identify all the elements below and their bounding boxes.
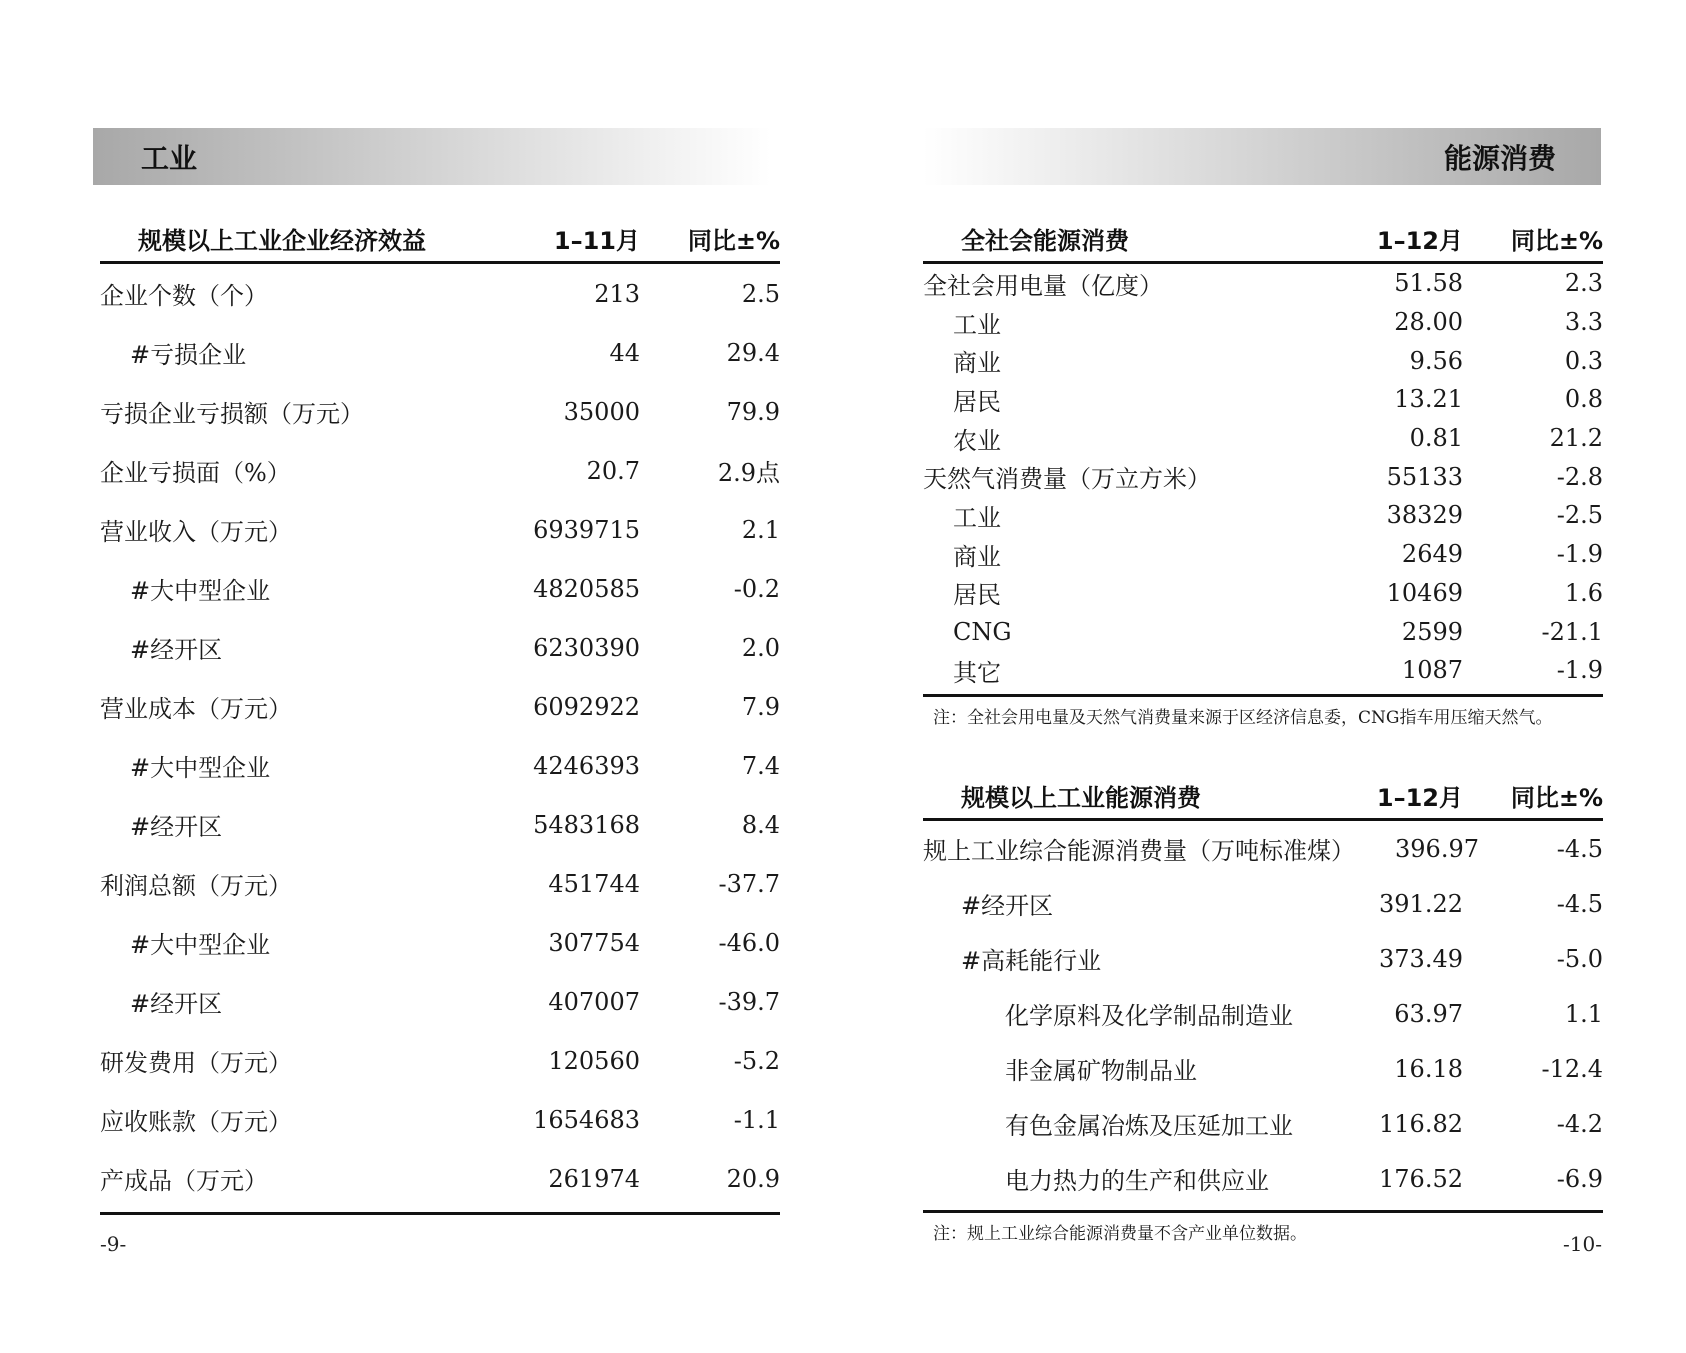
row-change: -4.5 bbox=[1556, 889, 1603, 918]
row-label: 电力热力的生产和供应业 bbox=[1005, 1167, 1269, 1195]
row-value: 5483168 bbox=[533, 810, 640, 839]
row-label: #经开区 bbox=[130, 813, 223, 841]
row-label: 营业成本（万元） bbox=[100, 695, 292, 723]
row-change: 7.4 bbox=[741, 751, 780, 780]
row-value: 38329 bbox=[1386, 501, 1463, 530]
row-value: 2599 bbox=[1401, 617, 1463, 646]
section-title: 工业 bbox=[141, 141, 198, 175]
row-label: 居民 bbox=[953, 387, 1001, 416]
table-row bbox=[100, 1149, 780, 1208]
row-label: #经开区 bbox=[130, 990, 223, 1018]
row-value: 51.58 bbox=[1394, 269, 1463, 298]
row-label: 商业 bbox=[953, 542, 1001, 571]
row-value: 6092922 bbox=[533, 692, 640, 721]
row-value: 6939715 bbox=[533, 515, 640, 544]
table-row bbox=[923, 1041, 1603, 1096]
row-change: 2.5 bbox=[741, 279, 780, 308]
row-label: 工业 bbox=[953, 503, 1001, 532]
change-header: 同比±% bbox=[687, 226, 780, 255]
table-row bbox=[100, 854, 780, 913]
row-label: #经开区 bbox=[961, 892, 1054, 920]
table-row bbox=[923, 986, 1603, 1041]
row-value: 307754 bbox=[548, 928, 640, 957]
row-label: CNG bbox=[953, 617, 1012, 646]
row-value: 55133 bbox=[1386, 462, 1463, 491]
table-row bbox=[100, 1090, 780, 1149]
row-value: 0.81 bbox=[1409, 424, 1463, 453]
row-label: 企业亏损面（%） bbox=[100, 459, 291, 487]
row-value: 20.7 bbox=[586, 456, 640, 485]
industry-efficiency-table bbox=[100, 215, 780, 1215]
table-row bbox=[100, 441, 780, 500]
table-row bbox=[923, 1151, 1603, 1206]
row-label: 研发费用（万元） bbox=[100, 1049, 292, 1077]
row-value: 407007 bbox=[548, 987, 640, 1016]
row-value: 373.49 bbox=[1379, 944, 1463, 973]
row-value: 1654683 bbox=[533, 1105, 640, 1134]
row-change: -2.5 bbox=[1556, 501, 1603, 530]
row-change: 0.3 bbox=[1564, 346, 1603, 375]
row-value: 63.97 bbox=[1394, 999, 1463, 1028]
row-value: 9.56 bbox=[1409, 346, 1463, 375]
row-label: 企业个数（个） bbox=[100, 282, 268, 310]
row-label: 营业收入（万元） bbox=[100, 518, 292, 546]
row-label: 规上工业综合能源消费量（万吨标准煤） bbox=[923, 837, 1355, 865]
row-change: -46.0 bbox=[718, 928, 780, 957]
table-row bbox=[100, 264, 780, 323]
table-title: 全社会能源消费 bbox=[961, 226, 1129, 255]
table-row bbox=[923, 821, 1603, 876]
row-change: 20.9 bbox=[726, 1164, 780, 1193]
row-change: 3.3 bbox=[1564, 308, 1603, 337]
row-label: 农业 bbox=[953, 426, 1001, 455]
table-row bbox=[100, 677, 780, 736]
table-row bbox=[100, 972, 780, 1031]
table-header bbox=[923, 772, 1603, 821]
row-label: #大中型企业 bbox=[130, 577, 271, 605]
table-row bbox=[923, 931, 1603, 986]
row-change: -5.2 bbox=[733, 1046, 780, 1075]
row-value: 391.22 bbox=[1379, 889, 1463, 918]
row-label: 有色金属冶炼及压延加工业 bbox=[1005, 1112, 1293, 1140]
table-row bbox=[923, 574, 1603, 613]
table-row bbox=[923, 1096, 1603, 1151]
table-row bbox=[100, 323, 780, 382]
period-header: 1–12月 bbox=[1376, 783, 1463, 812]
row-value: 176.52 bbox=[1379, 1164, 1463, 1193]
row-label: 应收账款（万元） bbox=[100, 1108, 292, 1136]
row-label: #大中型企业 bbox=[130, 931, 271, 959]
row-change: -4.2 bbox=[1556, 1109, 1603, 1138]
change-header: 同比±% bbox=[1510, 783, 1603, 812]
row-label: 亏损企业亏损额（万元） bbox=[100, 400, 364, 428]
row-value: 28.00 bbox=[1394, 308, 1463, 337]
row-value: 4820585 bbox=[533, 574, 640, 603]
row-change: 2.9点 bbox=[717, 459, 780, 487]
table-title: 规模以上工业企业经济效益 bbox=[138, 226, 426, 255]
row-change: 2.0 bbox=[741, 633, 780, 662]
row-label: #亏损企业 bbox=[130, 341, 247, 369]
row-change: 1.1 bbox=[1564, 999, 1603, 1028]
table-row bbox=[100, 500, 780, 559]
row-change: 7.9 bbox=[741, 692, 780, 721]
row-change: 29.4 bbox=[726, 338, 780, 367]
row-value: 16.18 bbox=[1394, 1054, 1463, 1083]
table-note: 注：全社会用电量及天然气消费量来源于区经济信息委，CNG指车用压缩天然气。 bbox=[933, 707, 1553, 728]
row-change: -1.9 bbox=[1556, 540, 1603, 569]
row-label: #高耗能行业 bbox=[961, 947, 1102, 975]
row-value: 35000 bbox=[563, 397, 640, 426]
change-header: 同比±% bbox=[1510, 226, 1603, 255]
row-value: 44 bbox=[609, 338, 640, 367]
table-body bbox=[923, 821, 1603, 1206]
row-change: -39.7 bbox=[718, 987, 780, 1016]
table-row bbox=[923, 341, 1603, 380]
row-value: 396.97 bbox=[1395, 834, 1479, 863]
row-change: -37.7 bbox=[718, 869, 780, 898]
row-label: 其它 bbox=[953, 658, 1001, 687]
energy-consumption-table bbox=[923, 215, 1603, 728]
row-label: 居民 bbox=[953, 581, 1001, 610]
row-change: -1.9 bbox=[1556, 656, 1603, 685]
row-label: 利润总额（万元） bbox=[100, 872, 292, 900]
table-row bbox=[100, 559, 780, 618]
section-banner-energy bbox=[923, 128, 1601, 185]
section-title: 能源消费 bbox=[1443, 141, 1556, 175]
row-label: 化学原料及化学制品制造业 bbox=[1005, 1002, 1293, 1030]
table-row bbox=[923, 612, 1603, 651]
row-change: 1.6 bbox=[1564, 578, 1603, 607]
row-label: #经开区 bbox=[130, 636, 223, 664]
row-value: 120560 bbox=[548, 1046, 640, 1075]
row-label: 非金属矿物制品业 bbox=[1005, 1057, 1197, 1085]
row-value: 6230390 bbox=[533, 633, 640, 662]
table-row bbox=[923, 651, 1603, 690]
row-value: 10469 bbox=[1386, 578, 1463, 607]
row-change: 8.4 bbox=[741, 810, 780, 839]
table-row bbox=[100, 736, 780, 795]
row-change: -5.0 bbox=[1556, 944, 1603, 973]
row-change: 21.2 bbox=[1549, 424, 1603, 453]
table-header bbox=[923, 215, 1603, 264]
table-bottom-rule bbox=[923, 1210, 1603, 1213]
table-row bbox=[923, 303, 1603, 342]
row-label: 商业 bbox=[953, 349, 1001, 378]
table-row bbox=[923, 419, 1603, 458]
row-label: 工业 bbox=[953, 310, 1001, 339]
table-row bbox=[923, 380, 1603, 419]
row-label: 全社会用电量（亿度） bbox=[923, 271, 1163, 300]
right-page bbox=[843, 0, 1686, 1353]
table-title: 规模以上工业能源消费 bbox=[961, 783, 1201, 812]
table-body bbox=[923, 264, 1603, 690]
row-change: -2.8 bbox=[1556, 462, 1603, 491]
period-header: 1–12月 bbox=[1376, 226, 1463, 255]
row-value: 1087 bbox=[1401, 656, 1463, 685]
row-value: 451744 bbox=[548, 869, 640, 898]
table-row bbox=[100, 913, 780, 972]
table-header bbox=[100, 215, 780, 264]
table-row bbox=[923, 264, 1603, 303]
row-value: 116.82 bbox=[1379, 1109, 1463, 1138]
table-bottom-rule bbox=[100, 1212, 780, 1215]
row-label: #大中型企业 bbox=[130, 754, 271, 782]
row-change: 2.3 bbox=[1564, 269, 1603, 298]
row-change: -12.4 bbox=[1541, 1054, 1603, 1083]
table-note: 注：规上工业综合能源消费量不含产业单位数据。 bbox=[933, 1224, 1307, 1244]
row-change: -6.9 bbox=[1556, 1164, 1603, 1193]
table-row bbox=[100, 618, 780, 677]
table-row bbox=[923, 496, 1603, 535]
table-bottom-rule bbox=[923, 694, 1603, 697]
row-change: -4.5 bbox=[1556, 834, 1603, 863]
page-number: -9- bbox=[100, 1232, 127, 1256]
table-row bbox=[100, 382, 780, 441]
row-change: 0.8 bbox=[1564, 385, 1603, 414]
table-row bbox=[923, 876, 1603, 931]
industrial-energy-table bbox=[923, 772, 1603, 1244]
row-change: -0.2 bbox=[733, 574, 780, 603]
row-value: 261974 bbox=[548, 1164, 640, 1193]
row-value: 4246393 bbox=[533, 751, 640, 780]
row-change: 2.1 bbox=[741, 515, 780, 544]
table-row bbox=[100, 795, 780, 854]
period-header: 1–11月 bbox=[553, 226, 640, 255]
row-change: -1.1 bbox=[733, 1105, 780, 1134]
table-body bbox=[100, 264, 780, 1208]
row-label: 产成品（万元） bbox=[100, 1167, 268, 1195]
table-row bbox=[923, 457, 1603, 496]
row-change: 79.9 bbox=[726, 397, 780, 426]
row-change: -21.1 bbox=[1541, 617, 1603, 646]
row-label: 天然气消费量（万立方米） bbox=[923, 465, 1211, 494]
section-banner-industry bbox=[93, 128, 771, 185]
row-value: 2649 bbox=[1401, 540, 1463, 569]
row-value: 13.21 bbox=[1394, 385, 1463, 414]
row-value: 213 bbox=[594, 279, 640, 308]
table-row bbox=[100, 1031, 780, 1090]
table-row bbox=[923, 535, 1603, 574]
page-number: -10- bbox=[1563, 1232, 1602, 1256]
